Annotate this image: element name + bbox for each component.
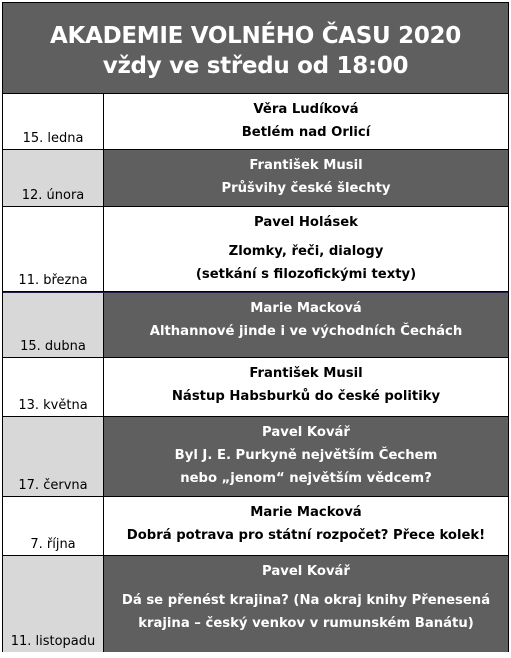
event-topic: Dá se přenést krajina? (Na okraj knihy Přenesená [121, 593, 491, 608]
event-date: 13. května [3, 358, 104, 416]
table-row [3, 497, 508, 556]
page-subtitle: vždy ve středu od 18:00 [102, 53, 409, 79]
event-topic: Průšvihy české šlechty [221, 181, 391, 196]
event-date: 7. října [3, 497, 104, 555]
event-date: 11. listopadu [3, 556, 104, 652]
event-topic: Betlém nad Orlicí [241, 125, 371, 140]
event-topic: Nástup Habsburků do české politiky [171, 389, 441, 404]
event-info [104, 556, 508, 652]
event-speaker: František Musil [249, 158, 363, 173]
page-title: AKADEMIE VOLNÉHO ČASU 2020 [50, 23, 461, 49]
event-speaker: Marie Macková [250, 301, 362, 316]
event-date: 15. ledna [3, 94, 104, 149]
event-info [104, 207, 508, 291]
event-info [104, 293, 508, 357]
event-speaker: František Musil [249, 366, 363, 381]
table-header [3, 3, 508, 94]
event-info [104, 150, 508, 206]
event-topic: Byl J. E. Purkyně největším Čechem [174, 448, 438, 463]
table-row [3, 417, 508, 497]
event-topic: Dobrá potrava pro státní rozpočet? Přece kolek! [126, 528, 486, 543]
table-row [3, 556, 508, 652]
event-speaker: Věra Ludíková [253, 102, 359, 117]
event-info [104, 497, 508, 555]
event-topic-note: (setkání s filozofickými texty) [195, 267, 417, 282]
event-topic-cont: krajina – český venkov v rumunském Banátu) [138, 616, 474, 631]
event-info [104, 417, 508, 496]
event-date: 12. února [3, 150, 104, 206]
table-row [3, 358, 508, 417]
event-speaker: Marie Macková [250, 505, 362, 520]
event-date: 15. dubna [3, 293, 104, 357]
event-topic: Zlomky, řeči, dialogy [228, 244, 384, 259]
event-topic: Althannové jinde i ve východních Čechách [149, 324, 463, 339]
event-info [104, 358, 508, 416]
event-date: 17. června [3, 417, 104, 496]
table-row [3, 150, 508, 207]
table-row [3, 94, 508, 150]
event-date: 11. března [3, 207, 104, 291]
event-speaker: Pavel Kovář [262, 564, 350, 579]
event-speaker: Pavel Holásek [254, 215, 358, 230]
table-row [3, 292, 508, 358]
program-table [2, 2, 509, 652]
event-speaker: Pavel Kovář [262, 425, 350, 440]
event-topic-cont: nebo „jenom“ největším vědcem? [180, 471, 432, 486]
event-info [104, 94, 508, 149]
table-row [3, 207, 508, 292]
